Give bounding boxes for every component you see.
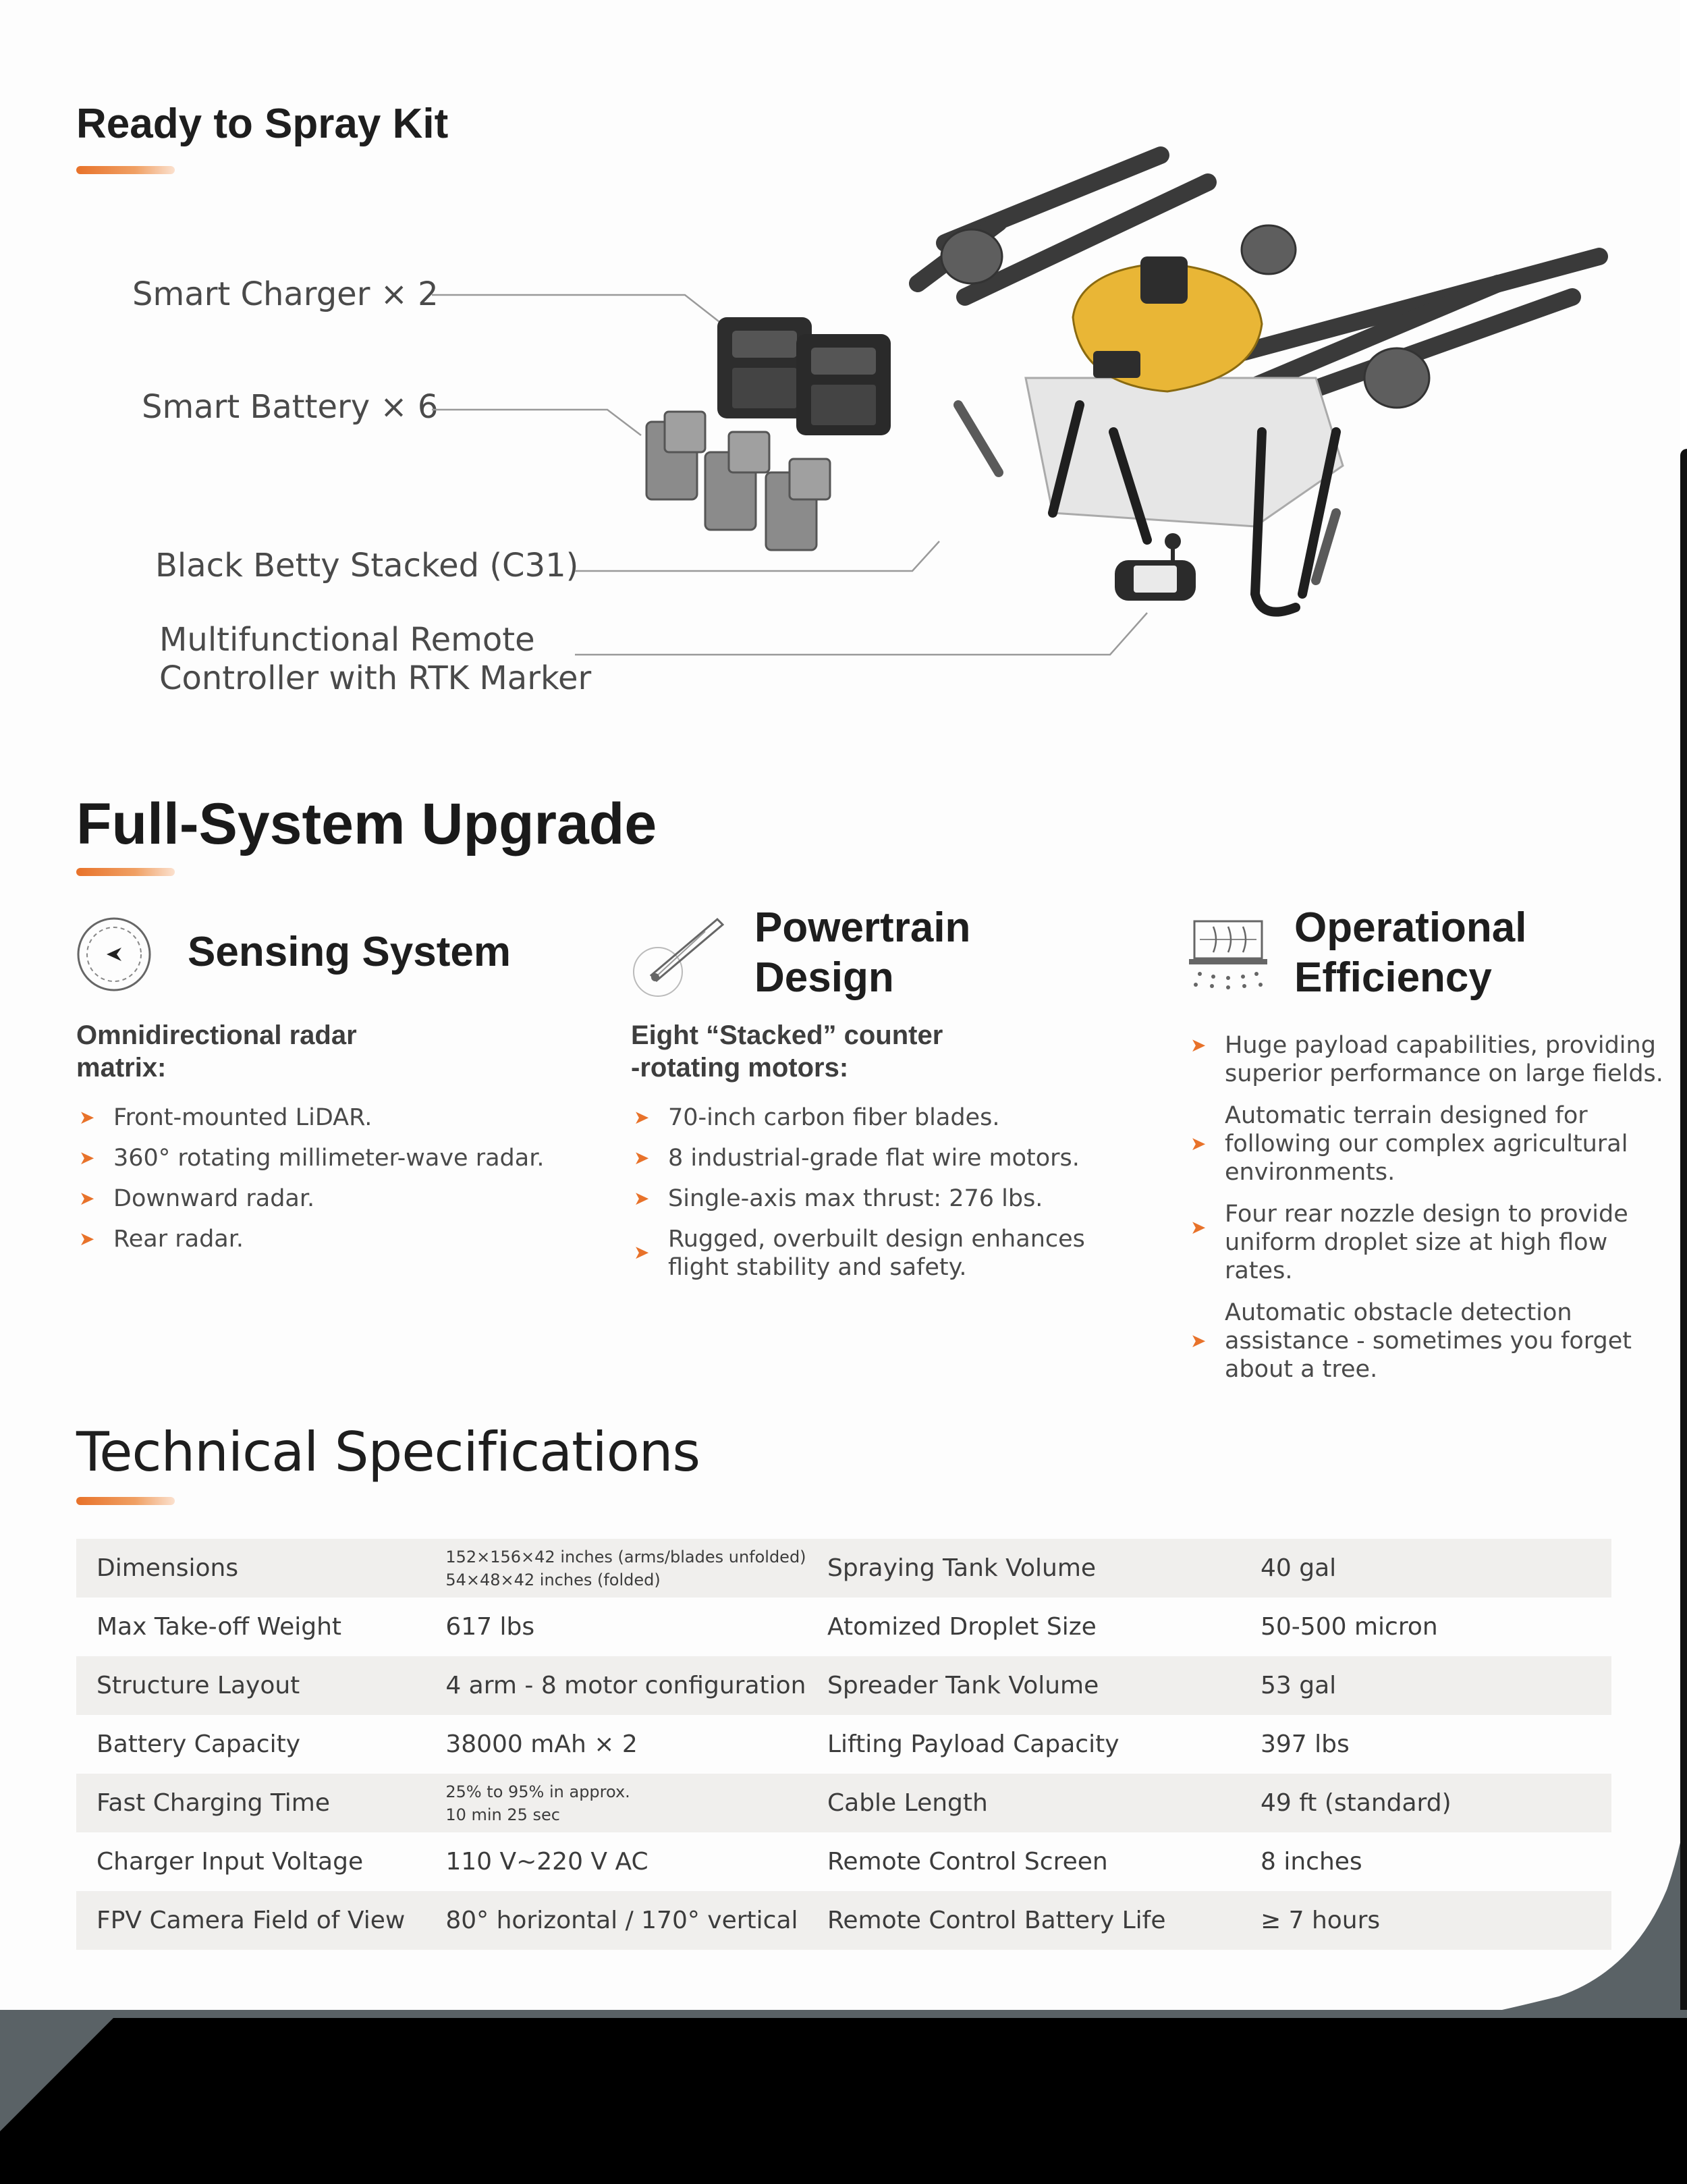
table-row	[76, 1715, 827, 1774]
radar-icon	[74, 914, 154, 994]
list-item: ➤ Rugged, overbuilt design enhances flight stability and safety.	[634, 1226, 1085, 1281]
sensing-subheading-2: matrix:	[76, 1053, 167, 1083]
table-row	[807, 1715, 1611, 1774]
arrow-icon: ➤	[1190, 1034, 1207, 1056]
callout-drone: Black Betty Stacked (C31)	[155, 547, 579, 584]
arrow-icon: ➤	[79, 1187, 95, 1209]
callout-remote-2: Controller with RTK Marker	[159, 659, 592, 697]
kit-product-illustration	[0, 0, 1687, 715]
spec-label: Spreader Tank Volume	[807, 1656, 1240, 1715]
arrow-icon: ➤	[634, 1187, 650, 1209]
specs-title-accent	[76, 1497, 175, 1505]
spec-value-line: 25% to 95% in approx.	[445, 1782, 630, 1801]
spec-label: Spraying Tank Volume	[807, 1539, 1240, 1598]
spec-label: FPV Camera Field of View	[76, 1891, 425, 1950]
table-row	[807, 1656, 1611, 1715]
spec-value	[425, 1598, 826, 1656]
efficiency-heading-line-1: Operational	[1294, 904, 1527, 951]
list-item: ➤ Automatic terrain designed for following our complex agricultural environments.	[1190, 1102, 1628, 1186]
powertrain-subheading-1: Eight “Stacked” counter	[631, 1020, 943, 1050]
list-item: ➤ Automatic obstacle detection assistance - sometimes you forget about a tree.	[1190, 1299, 1632, 1383]
powertrain-heading-line-2: Design	[754, 954, 894, 1001]
corner-curve-decoration	[1464, 1842, 1680, 2018]
table-row	[76, 1656, 827, 1715]
spec-label: Remote Control Screen	[827, 1848, 1108, 1876]
spec-value-line: 152×156×42 inches (arms/blades unfolded)	[445, 1547, 806, 1566]
efficiency-heading	[1294, 903, 1527, 1003]
powertrain-subheading-2: -rotating motors:	[631, 1053, 849, 1083]
arrow-icon: ➤	[79, 1228, 95, 1250]
list-item: ➤ 8 industrial-grade flat wire motors.	[634, 1145, 1080, 1172]
arrow-icon: ➤	[634, 1147, 650, 1169]
arrow-icon: ➤	[79, 1106, 95, 1128]
spec-label: Battery Capacity	[96, 1730, 301, 1758]
spec-value-line: 80° horizontal / 170° vertical	[445, 1907, 798, 1934]
arrow-icon: ➤	[79, 1147, 95, 1169]
table-row	[807, 1539, 1611, 1598]
arrow-icon: ➤	[1190, 1330, 1207, 1352]
list-item: ➤ Huge payload capabilities, providing superior performance on large fields.	[1190, 1032, 1663, 1087]
upgrade-title: Full-System Upgrade	[76, 792, 657, 856]
table-row	[76, 1774, 827, 1832]
blade-icon	[631, 911, 729, 999]
table-row	[76, 1832, 827, 1891]
list-item: ➤ 70-inch carbon fiber blades.	[634, 1104, 1000, 1131]
remote-controller-image	[1115, 533, 1196, 601]
spec-value-line: 4 arm - 8 motor configuration	[445, 1672, 806, 1699]
spec-value	[425, 1539, 826, 1598]
table-row	[76, 1598, 827, 1656]
spec-value: 397 lbs	[1261, 1730, 1350, 1758]
list-item: ➤ Four rear nozzle design to provide uniform droplet size at high flow rates.	[1190, 1201, 1628, 1284]
spec-label: Structure Layout	[76, 1656, 425, 1715]
efficiency-heading-line-2: Efficiency	[1294, 954, 1492, 1001]
spec-value	[425, 1774, 826, 1832]
spec-label: Cable Length	[807, 1774, 1240, 1832]
smart-charger-image	[717, 317, 891, 435]
spray-icon	[1186, 914, 1271, 992]
list-item: ➤ Downward radar.	[79, 1185, 315, 1212]
spec-label: Fast Charging Time	[76, 1774, 425, 1832]
drone-image	[918, 155, 1599, 612]
table-row	[807, 1598, 1611, 1656]
upgrade-title-accent	[76, 868, 175, 876]
table-row	[807, 1774, 1611, 1832]
spec-value-line: 38000 mAh × 2	[445, 1730, 638, 1758]
spec-label: Atomized Droplet Size	[827, 1613, 1097, 1641]
spec-value	[425, 1891, 826, 1950]
arrow-icon: ➤	[1190, 1216, 1207, 1238]
list-item: ➤ Single-axis max thrust: 276 lbs.	[634, 1185, 1043, 1212]
spec-label: Max Take-off Weight	[96, 1613, 342, 1641]
spec-value-line: 617 lbs	[445, 1613, 535, 1641]
spec-value-line: 10 min 25 sec	[445, 1805, 560, 1824]
spec-value-line: 110 V~220 V AC	[445, 1848, 648, 1876]
efficiency-bullet-list	[1188, 1031, 1680, 1384]
spec-value: 40 gal	[1240, 1539, 1611, 1598]
list-item: ➤ Rear radar.	[79, 1226, 244, 1253]
specs-title: Technical Specifications	[76, 1421, 700, 1483]
spec-label: Remote Control Battery Life	[807, 1891, 1240, 1950]
table-row	[76, 1891, 827, 1950]
sensing-bullet-list	[76, 1103, 589, 1253]
powertrain-bullet-list	[631, 1103, 1144, 1282]
table-row	[76, 1539, 827, 1598]
spec-value: 8 inches	[1261, 1848, 1362, 1876]
callout-remote-1: Multifunctional Remote	[159, 621, 535, 659]
arrow-icon: ➤	[634, 1106, 650, 1128]
spec-value: 53 gal	[1240, 1656, 1611, 1715]
list-item: ➤ Front-mounted LiDAR.	[79, 1104, 372, 1131]
arrow-icon: ➤	[634, 1241, 650, 1263]
spec-label: Lifting Payload Capacity	[827, 1730, 1119, 1758]
spec-value: 49 ft (standard)	[1240, 1774, 1611, 1832]
kit-title: Ready to Spray Kit	[76, 101, 449, 147]
powertrain-heading-line-1: Powertrain	[754, 904, 971, 951]
callout-smart-charger: Smart Charger × 2	[132, 275, 439, 313]
spec-value: 50-500 micron	[1261, 1613, 1438, 1641]
powertrain-heading	[754, 903, 970, 1003]
list-item: ➤ 360° rotating millimeter-wave radar.	[79, 1145, 545, 1172]
spec-value	[425, 1715, 826, 1774]
arrow-icon: ➤	[1190, 1132, 1207, 1155]
spec-value	[425, 1832, 826, 1891]
spec-value: ≥ 7 hours	[1240, 1891, 1611, 1950]
spec-value	[425, 1656, 826, 1715]
sensing-subheading-1: Omnidirectional radar	[76, 1020, 357, 1050]
footer-band	[0, 2010, 1687, 2184]
callout-smart-battery: Smart Battery × 6	[142, 388, 439, 426]
spec-label: Charger Input Voltage	[96, 1848, 364, 1876]
spec-value-line: 54×48×42 inches (folded)	[445, 1570, 661, 1589]
specs-table-left	[76, 1539, 827, 1950]
sensing-heading: Sensing System	[188, 929, 511, 975]
spec-label: Dimensions	[76, 1539, 425, 1598]
